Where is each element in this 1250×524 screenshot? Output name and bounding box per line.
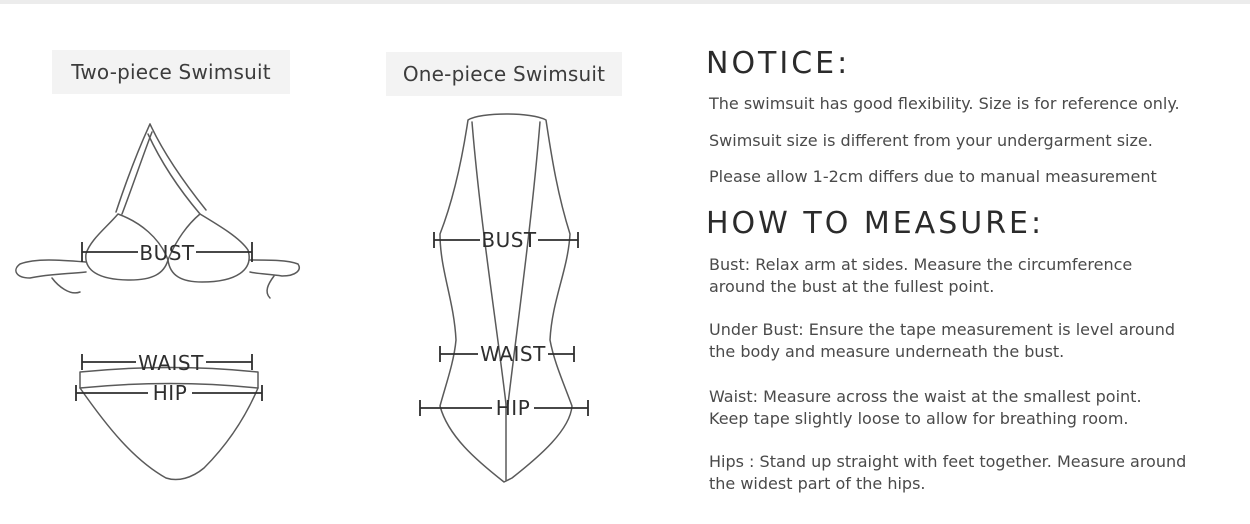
- instruction-line: Hips : Stand up straight with feet together. Measure around: [709, 452, 1187, 471]
- instruction-line: around the bust at the fullest point.: [709, 277, 995, 296]
- notice-line: Please allow 1-2cm differs due to manual measurement: [709, 167, 1157, 186]
- halter-strap-right: [150, 124, 206, 210]
- hip-label: HIP: [152, 381, 188, 405]
- waist-label: WAIST: [480, 342, 546, 366]
- halter-strap-right-inner: [148, 134, 200, 214]
- two-piece-title: Two-piece Swimsuit: [52, 50, 290, 94]
- instruction-line: the widest part of the hips.: [709, 474, 926, 493]
- two-piece-diagram: [0, 110, 300, 490]
- instruction-line: Bust: Relax arm at sides. Measure the circumference: [709, 255, 1133, 274]
- side-tie-left-end: [52, 278, 80, 293]
- side-tie-right: [250, 260, 299, 276]
- halter-strap-left: [116, 124, 150, 212]
- side-tie-left: [16, 260, 86, 278]
- instruction-line: Waist: Measure across the waist at the smallest point.: [709, 387, 1142, 406]
- hip-label: HIP: [495, 396, 531, 420]
- one-piece-diagram: [400, 100, 620, 500]
- side-tie-right-end: [267, 276, 274, 298]
- notice-heading: NOTICE:: [706, 46, 851, 81]
- notice-line: Swimsuit size is different from your undergarment size.: [709, 131, 1153, 150]
- measure-instruction-bust: [709, 254, 1229, 298]
- measure-instruction-hips: [709, 451, 1229, 495]
- waist-label: WAIST: [138, 351, 204, 375]
- bust-label: BUST: [139, 241, 195, 265]
- instruction-line: Under Bust: Ensure the tape measurement is level around: [709, 320, 1176, 339]
- measure-instruction-waist: [709, 386, 1229, 430]
- notice-line: The swimsuit has good flexibility. Size is for reference only.: [709, 94, 1180, 113]
- top-divider: [0, 0, 1250, 4]
- how-to-measure-heading: HOW TO MEASURE:: [706, 206, 1045, 241]
- halter-strap-left-inner: [122, 132, 152, 214]
- instruction-line: Keep tape slightly loose to allow for breathing room.: [709, 409, 1129, 428]
- one-piece-title: One-piece Swimsuit: [386, 52, 622, 96]
- instruction-line: the body and measure underneath the bust.: [709, 342, 1065, 361]
- measure-instruction-underbust: [709, 319, 1229, 363]
- bust-label: BUST: [481, 228, 537, 252]
